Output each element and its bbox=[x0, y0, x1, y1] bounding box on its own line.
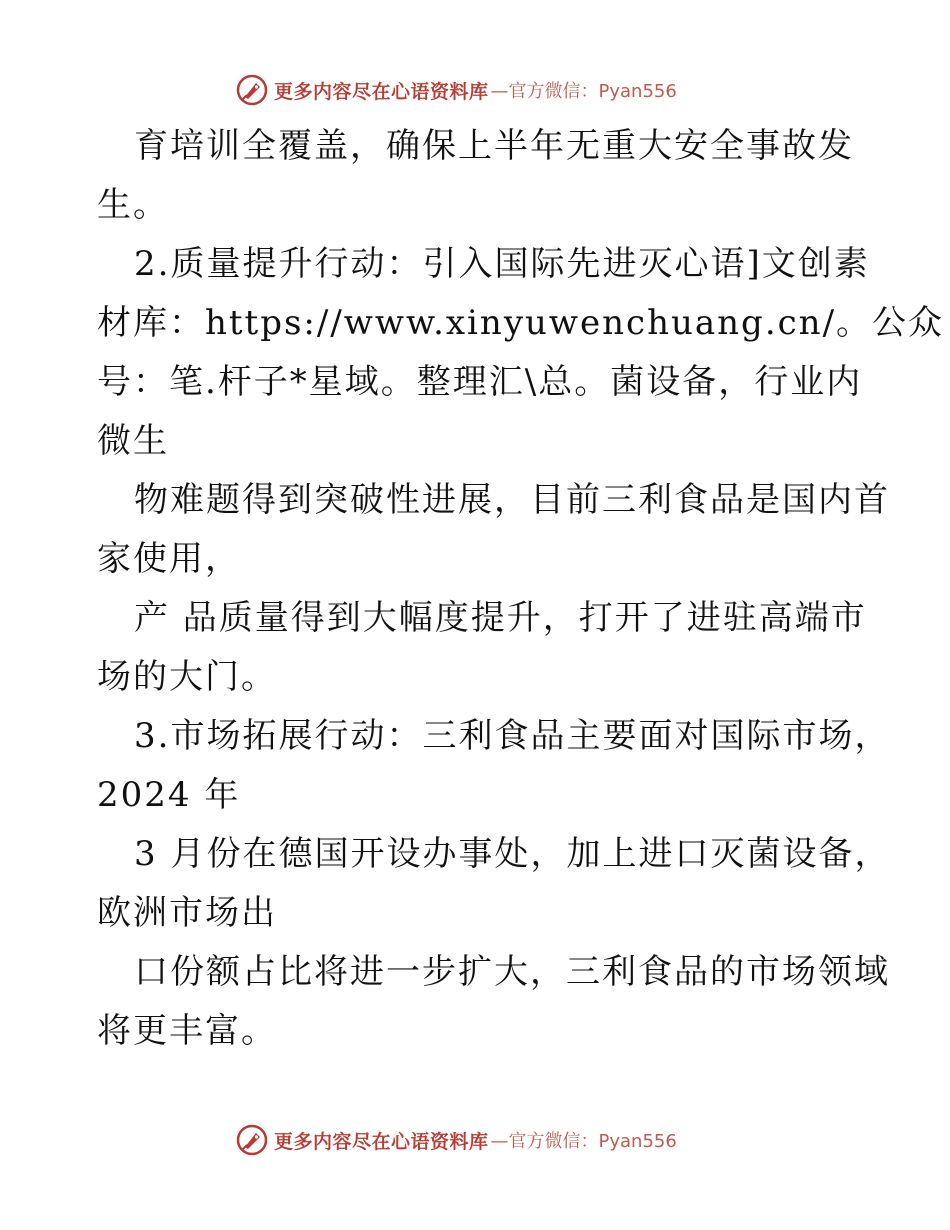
paragraph-line: 育培训全覆盖，确保上半年无重大安全事故发 bbox=[134, 126, 854, 166]
paragraph-line: 场的大门。 bbox=[97, 657, 277, 697]
banner-text-main: 更多内容尽在心语资料库 bbox=[274, 1130, 489, 1153]
paragraph-line: 产 品质量得到大幅度提升，打开了进驻高端市 bbox=[134, 598, 867, 638]
banner-text-contact: —官方微信：Pyan556 bbox=[490, 1131, 677, 1152]
paragraph-line: 欧洲市场出 bbox=[97, 893, 277, 933]
banner-text-main: 更多内容尽在心语资料库 bbox=[274, 80, 489, 103]
paragraph-line: 生。 bbox=[97, 185, 169, 225]
document-body bbox=[97, 117, 945, 1061]
paragraph-line: 物难题得到突破性进展，目前三利食品是国内首 bbox=[134, 480, 890, 520]
paragraph-line: 3.市场拓展行动：三利食品主要面对国际市场， bbox=[134, 716, 891, 756]
pen-nib-icon bbox=[236, 1124, 268, 1156]
header-watermark-banner bbox=[236, 73, 677, 107]
paragraph-line: 口份额占比将进一步扩大，三利食品的市场领域 bbox=[134, 952, 890, 992]
paragraph-line: 将更丰富。 bbox=[97, 1011, 277, 1051]
pen-nib-icon bbox=[236, 74, 268, 106]
footer-watermark-banner bbox=[236, 1123, 677, 1157]
banner-text-contact: —官方微信：Pyan556 bbox=[490, 81, 677, 102]
paragraph-line: 号：笔.杆子*星域。整理汇\总。菌设备，行业内 bbox=[97, 362, 863, 402]
paragraph-line: 2.质量提升行动：引入国际先进灭心语]文创素 bbox=[134, 244, 870, 284]
paragraph-line: 微生 bbox=[97, 421, 169, 461]
paragraph-line: 材库：https://www.xinyuwenchuang.cn/。公众 bbox=[97, 303, 945, 343]
paragraph-line: 3 月份在德国开设办事处，加上进口灭菌设备， bbox=[134, 834, 891, 874]
paragraph-line: 2024 年 bbox=[97, 775, 241, 815]
paragraph-line: 家使用， bbox=[97, 539, 241, 579]
